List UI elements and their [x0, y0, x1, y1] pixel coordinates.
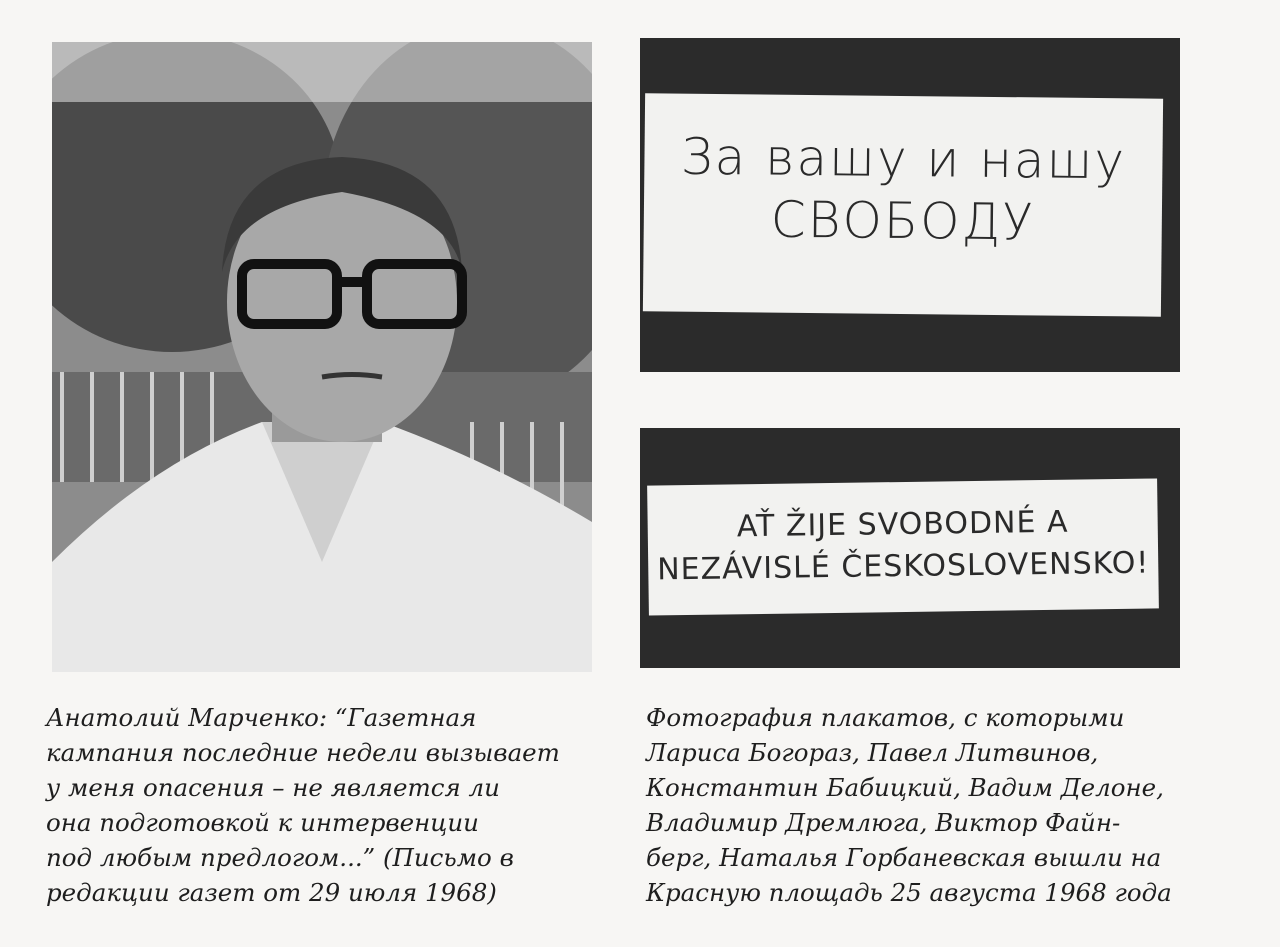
caption-line: Красную площадь 25 августа 1968 года	[646, 878, 1172, 907]
portrait-photo	[52, 42, 592, 672]
caption-line: берг, Наталья Горбаневская вышли на	[646, 843, 1162, 872]
banner-photo-1	[640, 38, 1180, 372]
banner-1-line: СВОБОДУ	[770, 190, 1036, 252]
banner-cloth-2	[647, 478, 1159, 615]
caption-line: Фотография плакатов, с которыми	[646, 703, 1125, 732]
banner-cloth-1	[643, 93, 1163, 316]
caption-line: Константин Бабицкий, Вадим Делоне,	[646, 773, 1164, 802]
caption-line: у меня опасения – не является ли	[46, 773, 500, 802]
portrait-caption	[46, 700, 560, 910]
banner-1-line: За вашу и нашу	[680, 127, 1127, 191]
banners-caption	[646, 700, 1172, 910]
caption-line: Владимир Дремлюга, Виктор Файн-	[646, 808, 1121, 837]
caption-line: Анатолий Марченко: “Газетная	[46, 703, 477, 732]
caption-line: редакции газет от 29 июля 1968)	[46, 878, 497, 907]
banner-photo-2	[640, 428, 1180, 668]
caption-line: под любым предлогом...” (Письмо в	[46, 843, 514, 872]
banner-2-line: AŤ ŽIJE SVOBODNÉ A	[736, 504, 1069, 545]
caption-line: Лариса Богораз, Павел Литвинов,	[646, 738, 1099, 767]
caption-line: кампания последние недели вызывает	[46, 738, 560, 767]
banner-2-line: NEZÁVISLÉ ČESKOSLOVENSKO!	[656, 545, 1150, 588]
caption-line: она подготовкой к интервенции	[46, 808, 479, 837]
